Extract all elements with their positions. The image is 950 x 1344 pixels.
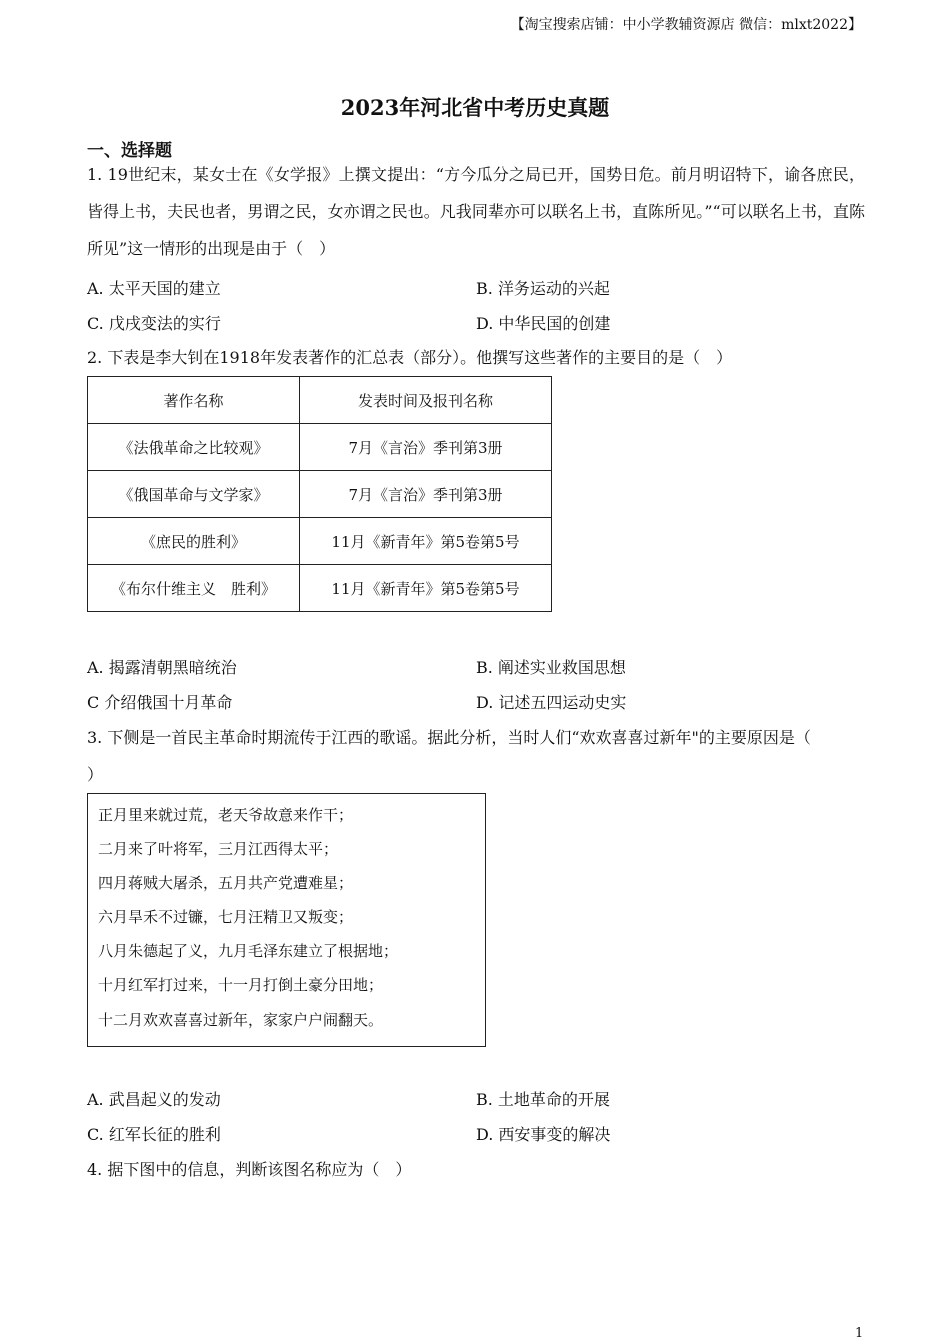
table-cell: 《俄国革命与文学家》 bbox=[88, 471, 300, 518]
question-2-stem: 2. 下表是李大钊在1918年发表著作的汇总表（部分）。他撰写这些著作的主要目的是（ ） bbox=[87, 348, 733, 367]
header-note: 【淘宝搜索店铺：中小学教辅资源店 微信：mlxt2022】 bbox=[510, 17, 862, 33]
q3-option-b: B. 土地革命的开展 bbox=[476, 1090, 610, 1109]
question-3-stem: 3. 下侧是一首民主革命时期流传于江西的歌谣。据此分析，当时人们“欢欢喜喜过新年"的主要原因是（ bbox=[87, 728, 811, 747]
table-cell: 11月《新青年》第5卷第5号 bbox=[300, 565, 552, 612]
page-title: 2023年河北省中考历史真题 bbox=[340, 95, 610, 120]
q1-option-a: A. 太平天国的建立 bbox=[87, 279, 221, 298]
table-row bbox=[88, 471, 552, 518]
q1-option-c: C. 戊戌变法的实行 bbox=[87, 314, 221, 333]
q3-option-d: D. 西安事变的解决 bbox=[476, 1125, 611, 1144]
q2-option-b: B. 阐述实业救国思想 bbox=[476, 658, 626, 677]
table-header-cell: 著作名称 bbox=[88, 377, 300, 424]
table-row bbox=[88, 424, 552, 471]
table-header-row bbox=[88, 377, 552, 424]
q1-option-d: D. 中华民国的创建 bbox=[476, 314, 611, 333]
q3-option-c: C. 红军长征的胜利 bbox=[87, 1125, 221, 1144]
question-4-stem: 4. 据下图中的信息，判断该图名称应为（ ） bbox=[87, 1160, 412, 1179]
table-header-cell: 发表时间及报刊名称 bbox=[300, 377, 552, 424]
table-cell: 《布尔什维主义 胜利》 bbox=[88, 565, 300, 612]
song-line: 六月旱禾不过镰，七月汪精卫又叛变； bbox=[98, 908, 354, 926]
q1-option-b: B. 洋务运动的兴起 bbox=[476, 279, 610, 298]
question-3-stem-end: ） bbox=[87, 765, 104, 784]
table-cell: 《庶民的胜利》 bbox=[88, 518, 300, 565]
folk-song-box bbox=[87, 793, 486, 1047]
table-cell: 7月《言治》季刊第3册 bbox=[300, 471, 552, 518]
table-cell: 11月《新青年》第5卷第5号 bbox=[300, 518, 552, 565]
song-line: 正月里来就过荒，老天爷故意来作干； bbox=[98, 806, 354, 824]
question-1-stem: 1. 19世纪末，某女士在《女学报》上撰文提出：“方今瓜分之局已开，国势日危。前月明诏特下，谕各庶民，皆得上书，夫民也者，男谓之民，女亦谓之民也。凡我同辈亦可以联名上书，直陈所见。”“可以联名上书，直陈所见”这一情形的出现是由于（ ） bbox=[87, 165, 865, 258]
table-cell: 《法俄革命之比较观》 bbox=[88, 424, 300, 471]
song-line: 二月来了叶将军，三月江西得太平； bbox=[98, 840, 339, 858]
song-line: 四月蒋贼大屠杀，五月共产党遭难星； bbox=[98, 874, 354, 892]
song-line: 十二月欢欢喜喜过新年，家家户户闹翻天。 bbox=[98, 1011, 384, 1029]
q3-option-a: A. 武昌起义的发动 bbox=[87, 1090, 221, 1109]
q2-option-c: C 介绍俄国十月革命 bbox=[87, 693, 233, 712]
page-number: 1 bbox=[855, 1326, 864, 1341]
table-row bbox=[88, 518, 552, 565]
section-heading: 一、选择题 bbox=[87, 141, 172, 161]
table-cell: 7月《言治》季刊第3册 bbox=[300, 424, 552, 471]
song-line: 八月朱德起了义，九月毛泽东建立了根据地； bbox=[98, 942, 399, 960]
q2-option-d: D. 记述五四运动史实 bbox=[476, 693, 627, 712]
table-row bbox=[88, 565, 552, 612]
works-table bbox=[87, 376, 552, 612]
song-line: 十月红军打过来，十一月打倒土豪分田地； bbox=[98, 976, 384, 994]
q2-option-a: A. 揭露清朝黑暗统治 bbox=[87, 658, 237, 677]
